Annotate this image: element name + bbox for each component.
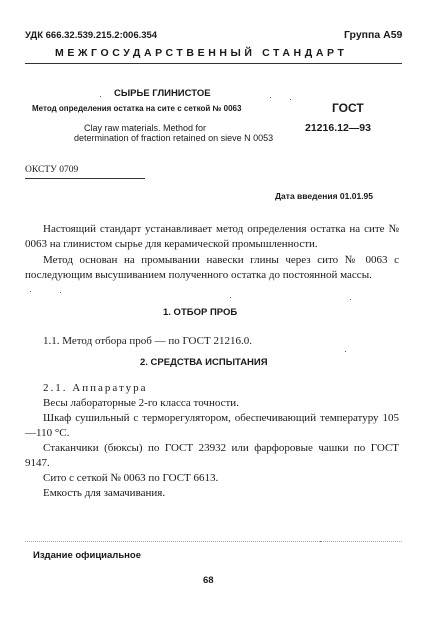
title-en-line2: determination of fraction retained on sieve N 0053 (74, 133, 274, 143)
scan-speck (350, 299, 351, 300)
oksty-rule (25, 178, 145, 179)
equipment-item: Шкаф сушильный с терморегулятором, обеспечивающий температуру 105—110 °С. (25, 412, 399, 439)
gost-number: 21216.12—93 (305, 122, 371, 134)
product-title: СЫРЬЕ ГЛИНИСТОЕ (114, 88, 211, 99)
equipment-item: Стаканчики (бюксы) по ГОСТ 23932 или фарфоровые чашки по ГОСТ 9147. (25, 442, 399, 469)
footer-rule (25, 541, 402, 542)
section2-heading: 2. СРЕДСТВА ИСПЫТАНИЯ (140, 357, 268, 368)
oksty-code: ОКСТУ 0709 (25, 165, 79, 175)
scan-speck (320, 541, 321, 542)
scan-speck (290, 99, 291, 100)
page-number: 68 (203, 575, 214, 586)
equipment-subheading: 2.1. Аппаратура (43, 382, 148, 394)
equipment-item: Весы лабораторные 2-го класса точности. (43, 397, 239, 409)
group-code: Группа А59 (344, 29, 403, 41)
section1-heading: 1. ОТБОР ПРОБ (163, 307, 238, 318)
scan-speck (30, 291, 31, 292)
standard-type-heading: МЕЖГОСУДАРСТВЕННЫЙ СТАНДАРТ (55, 47, 348, 59)
equipment-item: Емкость для замачивания. (43, 487, 166, 499)
udk-code: УДК 666.32.539.215.2:006.354 (25, 30, 158, 41)
method-title-ru: Метод определения остатка на сите с сеткой № 0063 (32, 104, 242, 113)
scan-speck (100, 96, 101, 97)
title-en-line1: Clay raw materials. Method for (84, 123, 207, 133)
intro-paragraph: Настоящий стандарт устанавливает метод определения остатка на сите № 0063 на глинистом сырье для керамической промышленности. (25, 223, 399, 250)
gost-label: ГОСТ (332, 101, 364, 115)
scan-speck (230, 297, 231, 298)
method-paragraph: Метод основан на промывании навески глины через сито № 0063 с последующим высушиванием полученного остатка до постоянной массы. (25, 254, 399, 281)
scan-speck (60, 292, 61, 293)
equipment-item: Сито с сеткой № 0063 по ГОСТ 6613. (43, 472, 219, 484)
equipment-list (25, 381, 399, 501)
scan-speck (345, 351, 346, 352)
header-rule (25, 63, 402, 64)
section1-text: 1.1. Метод отбора проб — по ГОСТ 21216.0. (43, 335, 252, 347)
effective-date: Дата введения 01.01.95 (275, 191, 373, 201)
scan-speck (270, 97, 271, 98)
edition-label: Издание официальное (33, 550, 141, 561)
